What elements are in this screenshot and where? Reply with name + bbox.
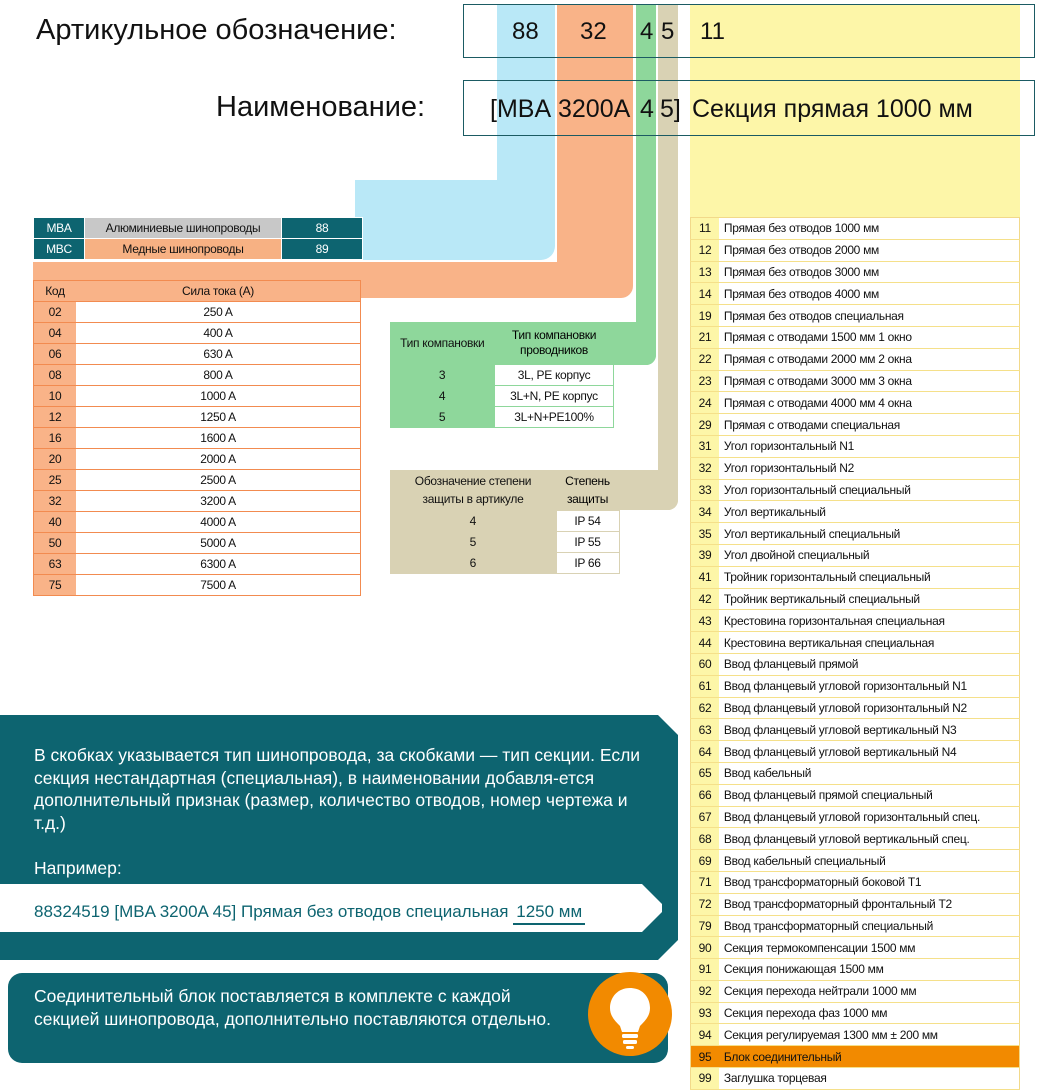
- section-code: 14: [691, 283, 719, 305]
- example-highlight: 1250 мм: [513, 902, 585, 925]
- section-name: Угол вертикальный: [719, 501, 1020, 523]
- list-item: [691, 784, 1020, 806]
- section-code: 69: [691, 850, 719, 872]
- section-code: 34: [691, 501, 719, 523]
- section-name: Тройник вертикальный специальный: [719, 588, 1020, 610]
- list-item: [691, 959, 1020, 981]
- section-name: Секция перехода фаз 1000 мм: [719, 1002, 1020, 1024]
- layout-type: 3L, PE корпус: [495, 365, 614, 386]
- series-code: MBC: [34, 239, 85, 260]
- section-name: Угол горизонтальный N2: [719, 457, 1020, 479]
- section-code: 72: [691, 893, 719, 915]
- list-item: [691, 239, 1020, 261]
- blue-guide-arm: [355, 180, 555, 260]
- layout-code: 5: [390, 407, 495, 428]
- list-item: [691, 741, 1020, 763]
- column-header: Сила тока (A): [76, 281, 361, 302]
- list-item: [691, 435, 1020, 457]
- section-code: 68: [691, 828, 719, 850]
- section-name: Крестовина вертикальная специальная: [719, 632, 1020, 654]
- table-row: [34, 323, 361, 344]
- section-code: 62: [691, 697, 719, 719]
- current-code: 04: [34, 323, 77, 344]
- note-text: Соединительный блок поставляется в комплекте с каждой секцией шинопровода, дополнительно поставляются отдельно.: [34, 986, 552, 1029]
- list-item: [691, 588, 1020, 610]
- current-code: 02: [34, 302, 77, 323]
- list-item: [691, 1002, 1020, 1024]
- current-value: 800 A: [76, 365, 361, 386]
- list-item: [691, 1068, 1020, 1090]
- current-value: 400 A: [76, 323, 361, 344]
- current-value: 6300 A: [76, 554, 361, 575]
- current-code: 08: [34, 365, 77, 386]
- section-code: 61: [691, 675, 719, 697]
- section-code: 91: [691, 959, 719, 981]
- section-code: 31: [691, 435, 719, 457]
- list-item: [691, 610, 1020, 632]
- name-label: Наименование:: [216, 91, 426, 123]
- section-code: 99: [691, 1068, 719, 1090]
- layout-type: 3L+N, PE корпус: [495, 386, 614, 407]
- list-item: [691, 806, 1020, 828]
- section-code: 94: [691, 1024, 719, 1046]
- section-code: 71: [691, 871, 719, 893]
- section-name: Прямая без отводов специальная: [719, 305, 1020, 327]
- current-code: 32: [34, 491, 77, 512]
- section-name: Секция регулируемая 1300 мм ± 200 мм: [719, 1024, 1020, 1046]
- section-name: Прямая с отводами 2000 мм 2 окна: [719, 348, 1020, 370]
- ip-rating: IP 54: [556, 511, 619, 532]
- section-code: 41: [691, 566, 719, 588]
- list-item: [691, 392, 1020, 414]
- column-header: Код: [34, 281, 77, 302]
- section-code: 67: [691, 806, 719, 828]
- name-layout: 4: [640, 95, 654, 123]
- table-row: [34, 302, 361, 323]
- section-code: 29: [691, 414, 719, 436]
- table-row: [34, 575, 361, 596]
- list-item: [691, 305, 1020, 327]
- section-name: Тройник горизонтальный специальный: [719, 566, 1020, 588]
- list-item: [691, 915, 1020, 937]
- table-row: [390, 532, 619, 553]
- table-row: [34, 554, 361, 575]
- list-item: [691, 675, 1020, 697]
- list-item: [691, 283, 1020, 305]
- section-code: 24: [691, 392, 719, 414]
- series-name: Алюминиевые шинопроводы: [85, 218, 282, 239]
- info-text: В скобках указывается тип шинопровода, за скобками — тип секции. Если секция нестандартная (специальная), в наименовании добавля-ется дополнительный признак (размер, количество отводов, номер чертежа и т.д.): [34, 745, 641, 833]
- column-header: Тип компановки: [390, 322, 495, 365]
- section-code: 65: [691, 762, 719, 784]
- current-value: 3200 A: [76, 491, 361, 512]
- section-code: 12: [691, 239, 719, 261]
- section-name: Ввод кабельный специальный: [719, 850, 1020, 872]
- list-item: [691, 370, 1020, 392]
- layout-code: 4: [390, 386, 495, 407]
- section-name: Ввод трансформаторный фронтальный T2: [719, 893, 1020, 915]
- section-code: 44: [691, 632, 719, 654]
- section-code: 93: [691, 1002, 719, 1024]
- green-guide: [636, 5, 656, 365]
- section-code: 11: [691, 218, 719, 240]
- example-label: Например:: [34, 858, 122, 878]
- name-series: [MBA: [490, 95, 552, 123]
- column-header: Тип компановки проводников: [495, 322, 614, 365]
- section-code: 64: [691, 741, 719, 763]
- table-row: [34, 365, 361, 386]
- list-item: [691, 871, 1020, 893]
- table-row: [390, 365, 614, 386]
- section-code: 66: [691, 784, 719, 806]
- list-item: [691, 719, 1020, 741]
- section-code: 23: [691, 370, 719, 392]
- example-text: 88324519 [MBA 3200A 45] Прямая без отводов специальная: [34, 902, 509, 921]
- section-code: 60: [691, 653, 719, 675]
- section-code: 90: [691, 937, 719, 959]
- article-layout: 4: [640, 18, 654, 45]
- section-code: 63: [691, 719, 719, 741]
- section-name: Ввод фланцевый угловой горизонтальный N2: [719, 697, 1020, 719]
- example-text-row: [34, 902, 585, 922]
- current-value: 1000 A: [76, 386, 361, 407]
- current-value: 1250 A: [76, 407, 361, 428]
- article-box: [463, 4, 1035, 58]
- section-name: Ввод трансформаторный боковой T1: [719, 871, 1020, 893]
- section-name: Секция термокомпенсации 1500 мм: [719, 937, 1020, 959]
- section-code: 21: [691, 326, 719, 348]
- list-item: [691, 937, 1020, 959]
- section-name: Прямая без отводов 3000 мм: [719, 261, 1020, 283]
- section-name: Угол горизонтальный специальный: [719, 479, 1020, 501]
- current-code: 20: [34, 449, 77, 470]
- current-table: [33, 280, 361, 596]
- current-value: 1600 A: [76, 428, 361, 449]
- name-section: Секция прямая 1000 мм: [692, 95, 973, 123]
- lightbulb-icon: [588, 972, 672, 1056]
- section-name: Ввод фланцевый угловой горизонтальный спец.: [719, 806, 1020, 828]
- current-code: 12: [34, 407, 77, 428]
- ip-code: 4: [390, 511, 556, 532]
- section-name: Прямая с отводами 4000 мм 4 окна: [719, 392, 1020, 414]
- list-item: [691, 479, 1020, 501]
- table-row: [390, 386, 614, 407]
- section-code: 13: [691, 261, 719, 283]
- table-row: [34, 239, 363, 260]
- column-header: Степень защиты: [556, 470, 619, 511]
- list-item: [691, 1046, 1020, 1068]
- section-code: 35: [691, 523, 719, 545]
- series-code: MBA: [34, 218, 85, 239]
- section-name: Блок соединительный: [719, 1046, 1020, 1068]
- section-code: 43: [691, 610, 719, 632]
- name-ip: 5]: [660, 95, 681, 123]
- current-value: 2500 A: [76, 470, 361, 491]
- column-header: Обозначение степени защиты в артикуле: [390, 470, 556, 511]
- section-code: 79: [691, 915, 719, 937]
- section-code: 32: [691, 457, 719, 479]
- list-item: [691, 653, 1020, 675]
- list-item: [691, 893, 1020, 915]
- list-item: [691, 326, 1020, 348]
- list-item: [691, 828, 1020, 850]
- section-code: 33: [691, 479, 719, 501]
- article-section: 11: [700, 18, 725, 45]
- section-name: Секция перехода нейтрали 1000 мм: [719, 980, 1020, 1002]
- section-name: Угол вертикальный специальный: [719, 523, 1020, 545]
- table-row: [34, 386, 361, 407]
- current-code: 75: [34, 575, 77, 596]
- table-row: [34, 512, 361, 533]
- name-current: 3200A: [558, 95, 631, 123]
- list-item: [691, 1024, 1020, 1046]
- list-item: [691, 762, 1020, 784]
- table-row: [34, 533, 361, 554]
- list-item: [691, 414, 1020, 436]
- layout-table: [390, 322, 614, 428]
- table-row: [34, 218, 363, 239]
- series-number: 88: [282, 218, 363, 239]
- list-item: [691, 457, 1020, 479]
- series-table: [33, 217, 363, 260]
- current-value: 4000 A: [76, 512, 361, 533]
- table-header-row: [390, 322, 614, 365]
- table-row: [390, 407, 614, 428]
- section-name: Угол горизонтальный N1: [719, 435, 1020, 457]
- layout-code: 3: [390, 365, 495, 386]
- section-name: Ввод фланцевый прямой: [719, 653, 1020, 675]
- section-code: 22: [691, 348, 719, 370]
- current-code: 16: [34, 428, 77, 449]
- table-row: [34, 491, 361, 512]
- article-label: Артикульное обозначение:: [36, 14, 397, 46]
- table-header-row: [390, 470, 619, 511]
- current-value: 630 A: [76, 344, 361, 365]
- section-code: 19: [691, 305, 719, 327]
- ip-rating: IP 66: [556, 553, 619, 574]
- section-name: Ввод кабельный: [719, 762, 1020, 784]
- list-item: [691, 218, 1020, 240]
- section-name: Крестовина горизонтальная специальная: [719, 610, 1020, 632]
- table-row: [390, 511, 619, 532]
- ip-code: 5: [390, 532, 556, 553]
- table-row: [34, 470, 361, 491]
- series-number: 89: [282, 239, 363, 260]
- current-value: 5000 A: [76, 533, 361, 554]
- current-code: 40: [34, 512, 77, 533]
- name-box: [463, 80, 1035, 136]
- current-code: 50: [34, 533, 77, 554]
- section-name: Прямая с отводами 1500 мм 1 окно: [719, 326, 1020, 348]
- section-code: 95: [691, 1046, 719, 1068]
- article-series: 88: [512, 18, 539, 45]
- sections-table: [690, 217, 1020, 1090]
- current-code: 25: [34, 470, 77, 491]
- current-code: 63: [34, 554, 77, 575]
- table-row: [34, 428, 361, 449]
- ip-code: 6: [390, 553, 556, 574]
- section-name: Ввод фланцевый прямой специальный: [719, 784, 1020, 806]
- article-current: 32: [580, 18, 607, 45]
- section-code: 42: [691, 588, 719, 610]
- section-name: Прямая без отводов 2000 мм: [719, 239, 1020, 261]
- table-header-row: [34, 281, 361, 302]
- layout-type: 3L+N+PE100%: [495, 407, 614, 428]
- section-name: Прямая с отводами 3000 мм 3 окна: [719, 370, 1020, 392]
- list-item: [691, 697, 1020, 719]
- article-ip: 5: [661, 18, 675, 45]
- list-item: [691, 523, 1020, 545]
- list-item: [691, 632, 1020, 654]
- ip-rating: IP 55: [556, 532, 619, 553]
- section-name: Заглушка торцевая: [719, 1068, 1020, 1090]
- section-name: Секция понижающая 1500 мм: [719, 959, 1020, 981]
- section-name: Угол двойной специальный: [719, 544, 1020, 566]
- section-name: Прямая без отводов 1000 мм: [719, 218, 1020, 240]
- table-row: [34, 407, 361, 428]
- current-code: 06: [34, 344, 77, 365]
- list-item: [691, 501, 1020, 523]
- list-item: [691, 850, 1020, 872]
- section-name: Ввод фланцевый угловой вертикальный N3: [719, 719, 1020, 741]
- ip-protection-table: [390, 470, 620, 574]
- table-row: [34, 449, 361, 470]
- list-item: [691, 544, 1020, 566]
- list-item: [691, 261, 1020, 283]
- current-value: 7500 A: [76, 575, 361, 596]
- section-name: Прямая без отводов 4000 мм: [719, 283, 1020, 305]
- table-row: [390, 553, 619, 574]
- section-name: Ввод фланцевый угловой вертикальный N4: [719, 741, 1020, 763]
- section-code: 39: [691, 544, 719, 566]
- section-code: 92: [691, 980, 719, 1002]
- list-item: [691, 566, 1020, 588]
- table-row: [34, 344, 361, 365]
- section-name: Ввод фланцевый угловой горизонтальный N1: [719, 675, 1020, 697]
- section-name: Ввод трансформаторный специальный: [719, 915, 1020, 937]
- current-value: 250 A: [76, 302, 361, 323]
- section-name: Ввод фланцевый угловой вертикальный спец.: [719, 828, 1020, 850]
- series-name: Медные шинопроводы: [85, 239, 282, 260]
- section-name: Прямая с отводами специальная: [719, 414, 1020, 436]
- current-code: 10: [34, 386, 77, 407]
- list-item: [691, 348, 1020, 370]
- current-value: 2000 A: [76, 449, 361, 470]
- list-item: [691, 980, 1020, 1002]
